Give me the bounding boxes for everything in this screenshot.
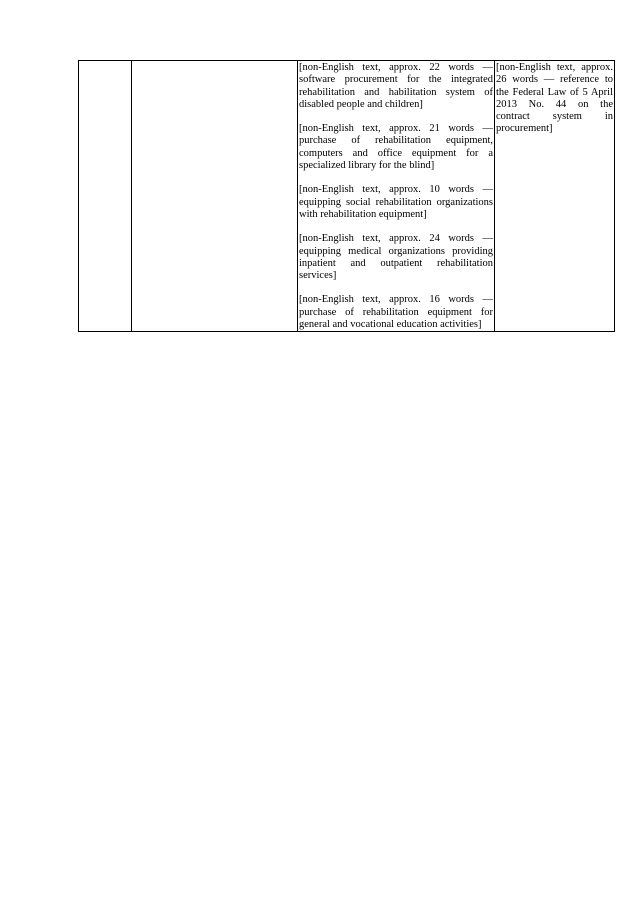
name-cell	[132, 61, 298, 332]
table-row	[79, 61, 615, 332]
activity-paragraph: [non-English text, approx. 16 words — purchase of rehabilitation equipment for general and vocational education activities]	[299, 294, 493, 331]
number-cell	[79, 61, 132, 332]
activity-paragraph: [non-English text, approx. 24 words — equipping medical organizations providing inpatient and outpatient rehabilitation services]	[299, 233, 493, 282]
activity-paragraph: [non-English text, approx. 10 words — equipping social rehabilitation organizations with rehabilitation equipment]	[299, 184, 493, 220]
program-table	[78, 60, 615, 332]
law-reference-text: [non-English text, approx. 26 words — reference to the Federal Law of 5 April 2013 No. 44 on the contract system in procurement]	[496, 62, 613, 135]
activity-paragraph: [non-English text, approx. 21 words — purchase of rehabilitation equipment, computers and office equipment for a specialized library for the blind]	[299, 123, 493, 172]
activity-paragraph: [non-English text, approx. 22 words — software procurement for the integrated rehabilitation and habilitation system of disabled people and children]	[299, 62, 493, 110]
law-reference-cell	[495, 61, 615, 332]
activities-cell	[298, 61, 495, 332]
